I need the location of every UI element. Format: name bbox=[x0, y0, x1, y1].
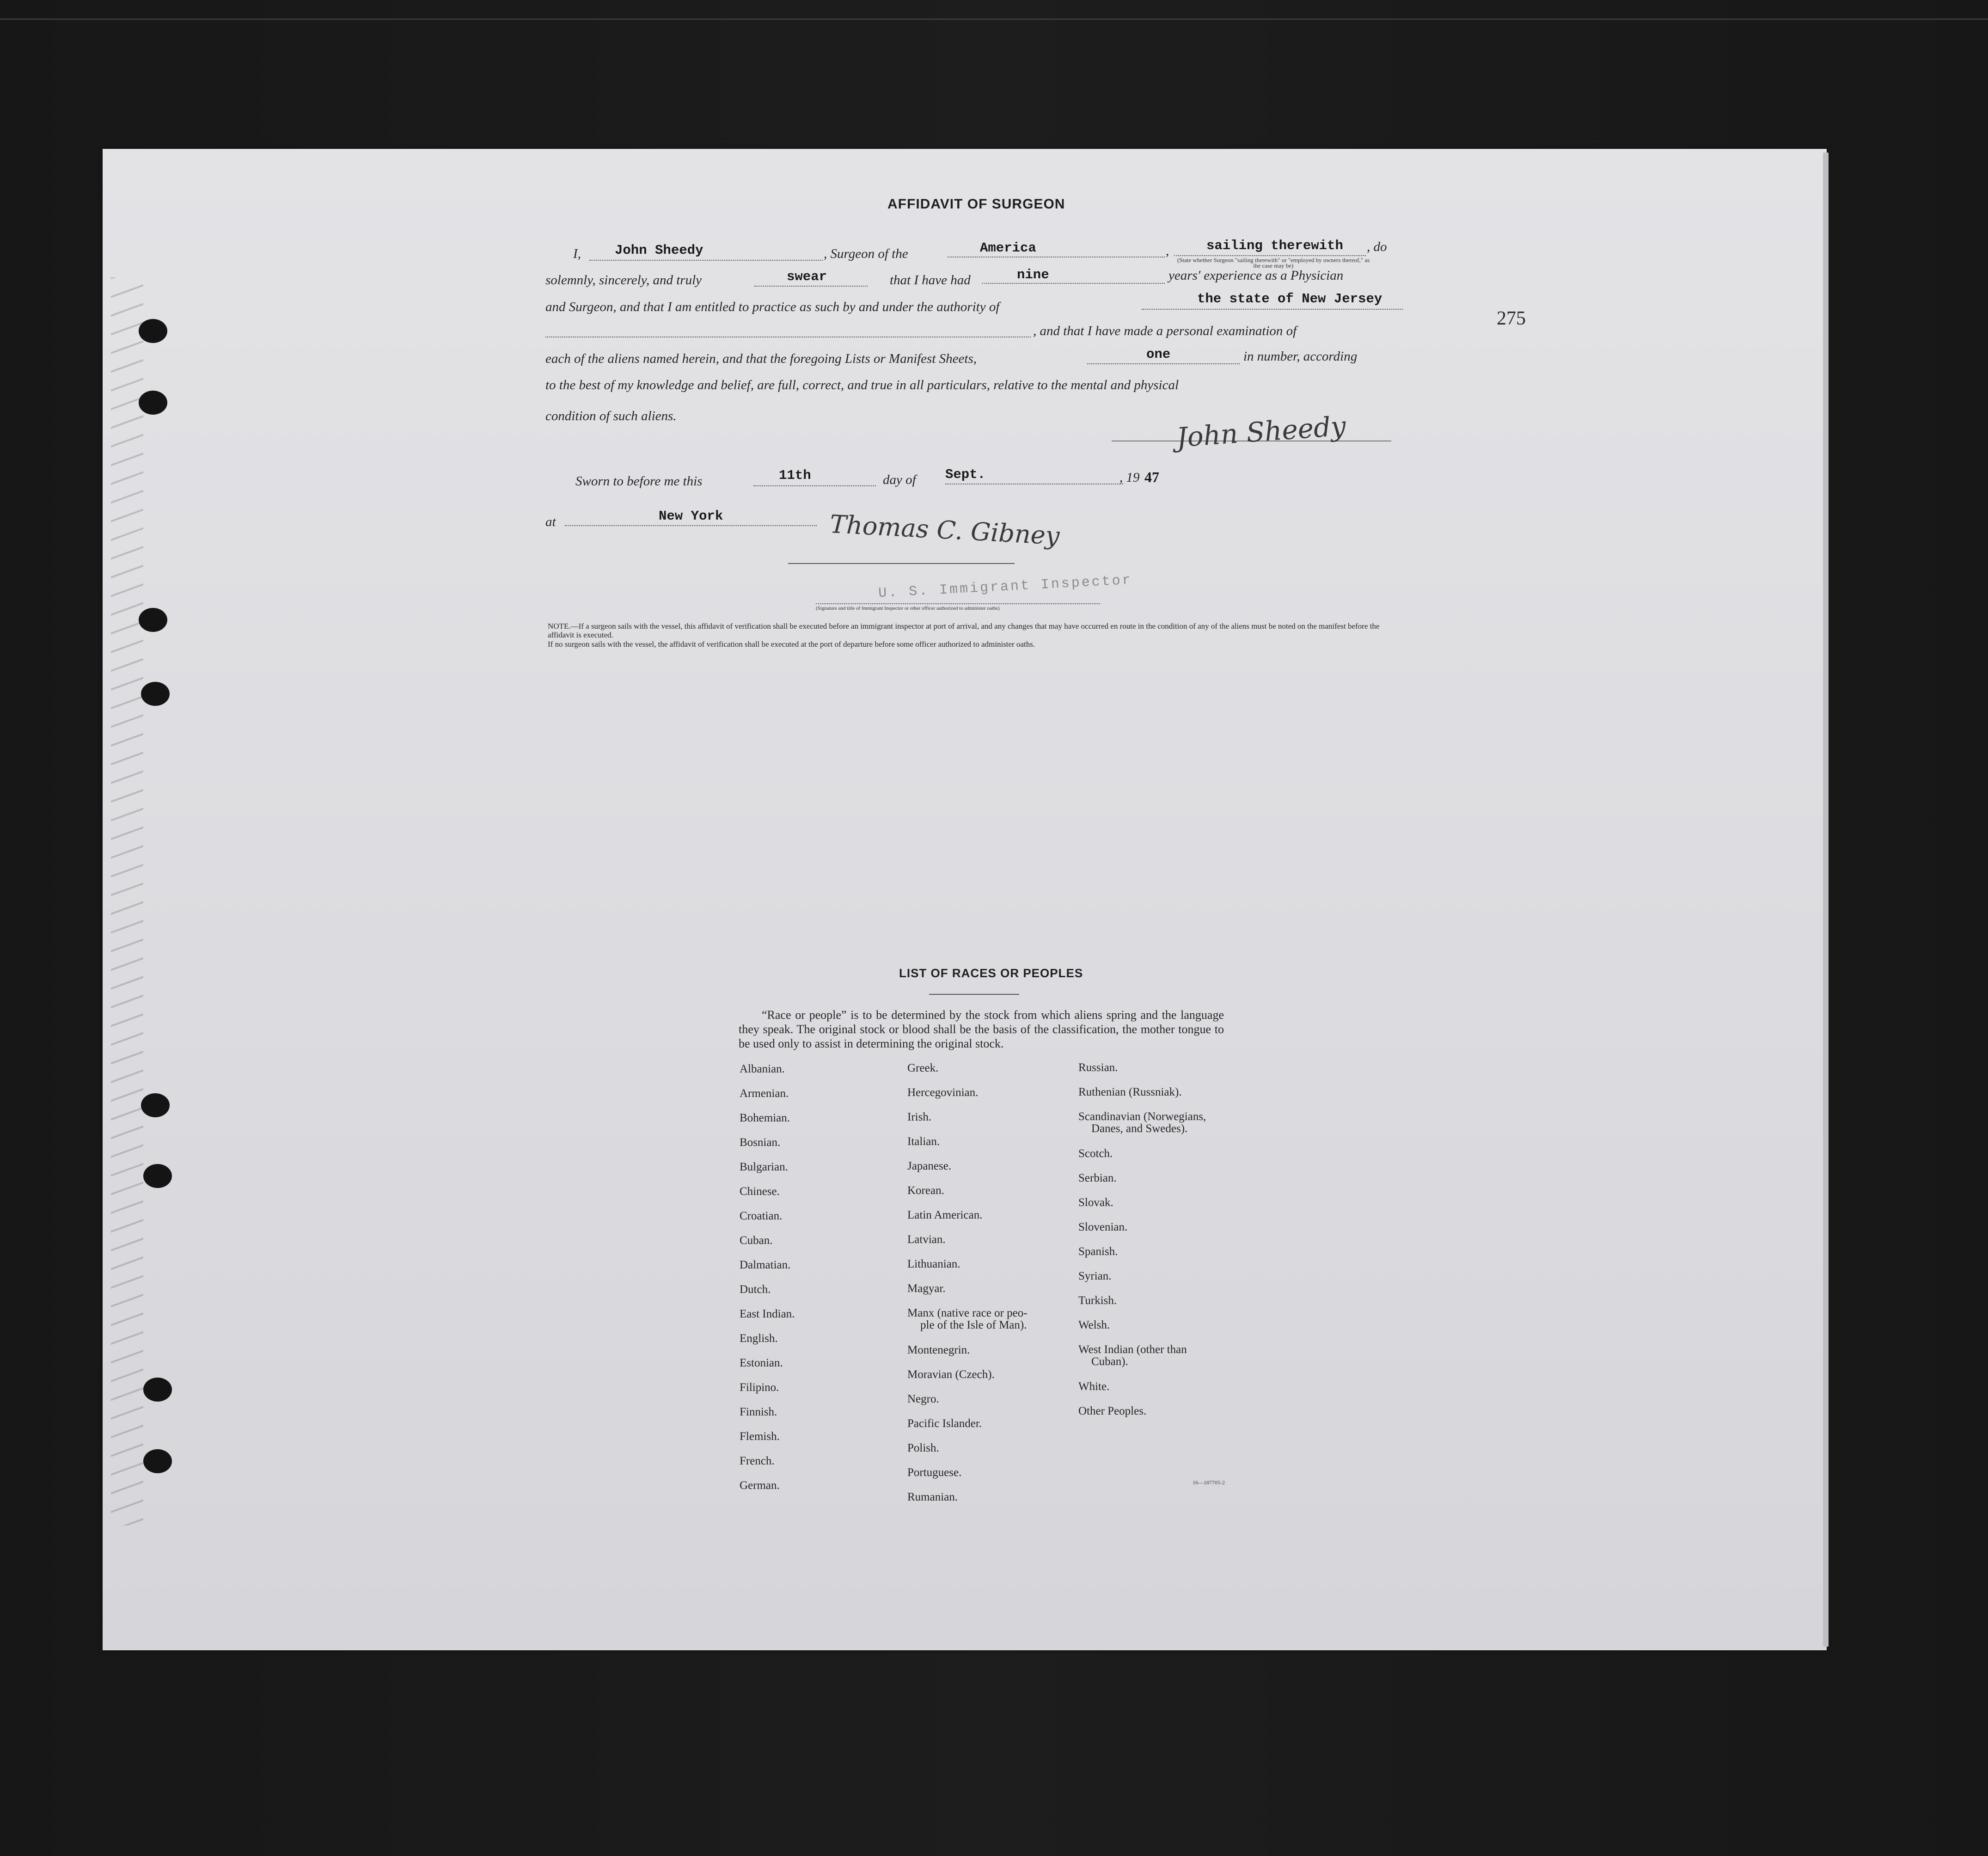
surgeon-name-line bbox=[589, 260, 823, 261]
line4-text: , and that I have made a personal examination of bbox=[1033, 324, 1297, 338]
race-item: Serbian. bbox=[1078, 1172, 1117, 1184]
sailing-instruction: (State whether Surgeon "sailing therewith" or "employed by owners thereof," as the case may be) bbox=[1177, 257, 1370, 269]
race-item: Greek. bbox=[907, 1062, 939, 1074]
race-item: Latvian. bbox=[907, 1233, 946, 1246]
oath-type: swear bbox=[787, 269, 827, 284]
line6-text: to the best of my knowledge and belief, are full, correct, and true in all particulars, relative to the mental and physical bbox=[545, 378, 1179, 392]
sworn-text-b: day of bbox=[883, 472, 916, 487]
at-label: at bbox=[545, 515, 556, 529]
race-item: Portuguese. bbox=[907, 1466, 962, 1479]
race-item-line: West Indian (other than bbox=[1078, 1343, 1187, 1356]
line2-text-c: years' experience as a Physician bbox=[1168, 268, 1344, 283]
race-item: Spanish. bbox=[1078, 1245, 1118, 1258]
line5-text-b: in number, according bbox=[1243, 349, 1358, 364]
affidavit-i: I, bbox=[573, 246, 581, 261]
races-intro: “Race or people” is to be determined by the stock from which aliens spring and the language they speak. The original stock or blood shall be the basis of the classification, the mother tongue to be used only to assist in determining the original stock. bbox=[739, 1008, 1224, 1050]
race-item: Scotch. bbox=[1078, 1147, 1113, 1160]
race-item: East Indian. bbox=[740, 1308, 795, 1320]
race-item: Lithuanian. bbox=[907, 1258, 960, 1270]
punch-hole bbox=[141, 682, 170, 706]
race-item: Russian. bbox=[1078, 1061, 1118, 1074]
line5-text-a: each of the aliens named herein, and that the foregoing Lists or Manifest Sheets, bbox=[545, 351, 977, 366]
race-item: Slovenian. bbox=[1078, 1221, 1128, 1233]
note-1: NOTE.—If a surgeon sails with the vessel, this affidavit of verification shall be executed before an immigrant inspector at port of arrival, and any changes that may have occurred en route in the condition of any of the aliens must be noted on the manifest before the affidavit is executed. bbox=[548, 622, 1380, 639]
sailing-status: sailing therewith bbox=[1206, 238, 1343, 253]
race-item: Ruthenian (Russniak). bbox=[1078, 1086, 1182, 1098]
race-item: Armenian. bbox=[740, 1087, 789, 1100]
race-item-line: Manx (native race or peo- bbox=[907, 1307, 1028, 1319]
race-item: Bosnian. bbox=[740, 1136, 781, 1149]
races-title: LIST OF RACES OR PEOPLES bbox=[899, 966, 1083, 980]
sheets-count: one bbox=[1146, 347, 1171, 362]
sworn-text-a: Sworn to before me this bbox=[575, 474, 703, 489]
race-item: Montenegrin. bbox=[907, 1344, 970, 1356]
races-title-rule bbox=[929, 994, 1019, 995]
authority-line bbox=[1142, 309, 1403, 310]
race-item-west-indian bbox=[1078, 1344, 1206, 1381]
line2-text-b: that I have had bbox=[890, 273, 971, 288]
punch-hole bbox=[143, 1378, 172, 1402]
races-column-3 bbox=[1078, 1062, 1206, 1430]
surgeon-signature: John Sheedy bbox=[1175, 410, 1347, 453]
punch-hole bbox=[139, 319, 167, 343]
sworn-year: 47 bbox=[1144, 469, 1159, 485]
line3-text-a: and Surgeon, and that I am entitled to practice as such by and under the authority of bbox=[545, 300, 1000, 314]
races-column-1 bbox=[740, 1063, 795, 1504]
inspector-signature-line bbox=[788, 563, 1015, 564]
race-item-line: ple of the Isle of Man). bbox=[920, 1319, 1027, 1331]
day-line bbox=[753, 485, 876, 486]
line2-text-a: solemnly, sincerely, and truly bbox=[545, 273, 702, 288]
race-item-scandinavian bbox=[1078, 1111, 1206, 1148]
race-item: French. bbox=[740, 1455, 775, 1467]
race-item: Filipino. bbox=[740, 1381, 779, 1394]
race-item: Estonian. bbox=[740, 1357, 783, 1369]
punch-hole bbox=[139, 608, 167, 632]
punch-hole bbox=[143, 1449, 172, 1473]
race-item: White. bbox=[1078, 1380, 1110, 1393]
stamp-line bbox=[816, 603, 1100, 604]
oath-line bbox=[754, 286, 868, 287]
punch-hole bbox=[139, 391, 167, 415]
years-experience: nine bbox=[1017, 267, 1049, 282]
race-item: Irish. bbox=[907, 1111, 932, 1123]
sworn-place: New York bbox=[659, 508, 723, 524]
punch-hole bbox=[143, 1164, 172, 1188]
affidavit-title: AFFIDAVIT OF SURGEON bbox=[887, 196, 1065, 212]
race-item: Turkish. bbox=[1078, 1294, 1117, 1307]
race-item-line: Danes, and Swedes). bbox=[1091, 1122, 1188, 1135]
race-item: Croatian. bbox=[740, 1210, 783, 1222]
page-edge bbox=[1823, 153, 1829, 1647]
print-code: 16—187705-2 bbox=[1193, 1479, 1225, 1486]
race-item: Dutch. bbox=[740, 1283, 771, 1296]
page-number: 275 bbox=[1497, 308, 1526, 329]
punch-hole bbox=[141, 1093, 170, 1117]
race-item: Welsh. bbox=[1078, 1319, 1110, 1331]
race-item-line: Cuban). bbox=[1091, 1355, 1128, 1368]
sheets-line bbox=[1087, 363, 1240, 364]
inspector-signature: Thomas C. Gibney bbox=[829, 509, 1060, 551]
surgeon-name: John Sheedy bbox=[615, 243, 703, 258]
place-line bbox=[565, 525, 817, 526]
signature-caption: (Signature and title of Immigrant Inspector or other officer authorized to administer oaths) bbox=[816, 606, 1000, 611]
race-item: English. bbox=[740, 1332, 778, 1345]
race-item: Albanian. bbox=[740, 1063, 785, 1075]
race-item-manx bbox=[907, 1307, 1028, 1344]
race-item: German. bbox=[740, 1479, 780, 1492]
inspector-stamp: U. S. Immigrant Inspector bbox=[878, 572, 1133, 602]
sworn-month: Sept. bbox=[945, 467, 986, 482]
race-item: Slovak. bbox=[1078, 1196, 1113, 1209]
vessel-name: America bbox=[980, 240, 1036, 256]
race-item: Latin American. bbox=[907, 1209, 983, 1221]
race-item: Flemish. bbox=[740, 1430, 780, 1443]
race-item: Negro. bbox=[907, 1393, 939, 1405]
race-item: Finnish. bbox=[740, 1406, 777, 1418]
do-text: , do bbox=[1367, 239, 1387, 254]
race-item: Chinese. bbox=[740, 1185, 780, 1198]
years-line bbox=[982, 283, 1165, 284]
race-item: Bohemian. bbox=[740, 1112, 790, 1124]
race-item: Italian. bbox=[907, 1135, 940, 1148]
film-edge-line bbox=[0, 18, 1988, 20]
binding-margin bbox=[111, 277, 143, 1525]
comma: , bbox=[1166, 244, 1169, 258]
race-item: Other Peoples. bbox=[1078, 1405, 1147, 1417]
sailing-line bbox=[1174, 255, 1366, 256]
races-column-2 bbox=[907, 1062, 1028, 1516]
race-item: Hercegovinian. bbox=[907, 1086, 979, 1099]
year-prefix: , 19 bbox=[1119, 470, 1140, 485]
race-item: Rumanian. bbox=[907, 1491, 958, 1503]
race-item: Dalmatian. bbox=[740, 1259, 791, 1271]
race-item: Bulgarian. bbox=[740, 1161, 788, 1173]
authority: the state of New Jersey bbox=[1197, 291, 1382, 306]
surgeon-of-the-text: , Surgeon of the bbox=[824, 246, 908, 261]
race-item: Japanese. bbox=[907, 1160, 952, 1172]
race-item: Polish. bbox=[907, 1442, 939, 1454]
race-item: Moravian (Czech). bbox=[907, 1368, 995, 1381]
note-2: If no surgeon sails with the vessel, the affidavit of verification shall be executed at the port of departure before some officer authorized to administer oaths. bbox=[548, 640, 1035, 649]
sworn-day: 11th bbox=[779, 468, 811, 483]
race-item-line: Scandinavian (Norwegians, bbox=[1078, 1110, 1206, 1123]
race-item: Magyar. bbox=[907, 1282, 946, 1295]
race-item: Cuban. bbox=[740, 1234, 773, 1247]
race-item: Syrian. bbox=[1078, 1270, 1112, 1282]
race-item: Pacific Islander. bbox=[907, 1417, 982, 1430]
race-item: Korean. bbox=[907, 1184, 944, 1197]
line7-text: condition of such aliens. bbox=[545, 409, 677, 423]
